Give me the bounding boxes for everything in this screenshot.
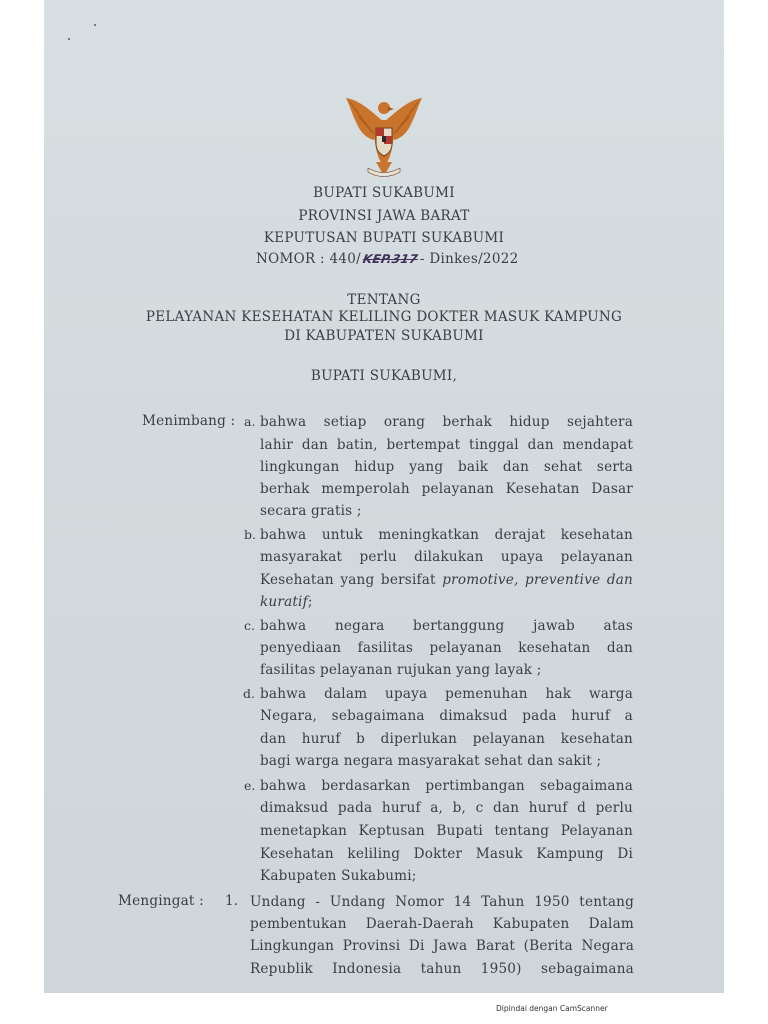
- item-marker: b.: [244, 527, 256, 542]
- considering-a-line: secara gratis ;: [260, 503, 362, 519]
- scan-speck: [68, 38, 70, 40]
- considering-b-line: [260, 571, 633, 589]
- tentang-label: TENTANG: [347, 292, 421, 308]
- menimbang-label: Menimbang :: [142, 413, 236, 429]
- considering-b-line: bahwa untuk meningkatkan derajat kesehatan: [260, 527, 633, 543]
- considering-d-line: bahwa dalam upaya pemenuhan hak warga: [260, 686, 633, 702]
- considering-b-italic: kuratif: [260, 594, 308, 610]
- decree-number-suffix: - Dinkes/2022: [419, 251, 519, 267]
- legal-basis-1-line: pembentukan Daerah-Daerah Kabupaten Dalam: [250, 916, 634, 932]
- considering-a-line: lingkungan hidup yang baik dan sehat serta: [260, 459, 633, 475]
- considering-e-line: Kabupaten Sukabumi;: [260, 868, 417, 884]
- considering-b-italic: promotive, preventive dan: [442, 572, 633, 588]
- considering-e-line: Kesehatan keliling Dokter Masuk Kampung Di: [260, 846, 633, 862]
- considering-a-line: bahwa setiap orang berhak hidup sejahtera: [260, 414, 633, 430]
- considering-d-line: bagi warga negara masyarakat sehat dan sakit ;: [260, 753, 602, 769]
- issuer-heading: BUPATI SUKABUMI,: [310, 368, 458, 384]
- scanned-document-page: [44, 0, 724, 993]
- header-province: PROVINSI JAWA BARAT: [298, 208, 470, 224]
- considering-c-line: penyediaan fasilitas pelayanan kesehatan dan: [260, 640, 633, 656]
- scan-speck: [94, 24, 96, 26]
- decree-number-handwritten: KEP.317: [361, 252, 420, 266]
- considering-b-text: Kesehatan yang bersifat: [260, 572, 436, 588]
- considering-b-line: [260, 593, 633, 611]
- considering-d-line: Negara, sebagaimana dimaksud pada huruf a: [260, 708, 633, 724]
- decree-subject-line2: DI KABUPATEN SUKABUMI: [284, 328, 484, 344]
- legal-basis-1-line: Republik Indonesia tahun 1950) sebagaimana: [250, 961, 634, 977]
- considering-d-line: dan huruf b diperlukan pelayanan kesehatan: [260, 731, 633, 747]
- mengingat-label: Mengingat :: [118, 893, 204, 909]
- decree-number-prefix: NOMOR : 440/: [256, 251, 361, 267]
- considering-a-line: lahir dan batin, bertempat tinggal dan mendapat: [260, 437, 633, 453]
- decree-subject-line1: PELAYANAN KESEHATAN KELILING DOKTER MASUK KAMPUNG: [145, 309, 623, 325]
- item-marker: d.: [243, 686, 255, 701]
- item-marker: e.: [244, 778, 256, 793]
- item-marker: c.: [244, 618, 255, 633]
- considering-e-line: dimaksud pada huruf a, b, c dan huruf d perlu: [260, 800, 633, 816]
- scanner-watermark: Dipindai dengan CamScanner: [496, 1004, 608, 1013]
- considering-b-line: masyarakat perlu dilakukan upaya pelayanan: [260, 549, 633, 565]
- considering-e-line: menetapkan Keptusan Bupati tentang Pelayanan: [260, 823, 633, 839]
- header-decree-title: KEPUTUSAN BUPATI SUKABUMI: [263, 230, 505, 246]
- considering-c-line: fasilitas pelayanan rujukan yang layak ;: [260, 662, 542, 678]
- garuda-emblem-icon: [342, 92, 426, 180]
- considering-a-line: berhak memperolah pelayanan Kesehatan Dasar: [260, 481, 633, 497]
- decree-number: [256, 251, 518, 267]
- header-regent: BUPATI SUKABUMI: [313, 185, 455, 201]
- legal-basis-1-line: Lingkungan Provinsi Di Jawa Barat (Berita Negara: [250, 938, 634, 954]
- considering-c-line: bahwa negara bertanggung jawab atas: [260, 618, 633, 634]
- item-marker: a.: [244, 414, 256, 429]
- item-marker: 1.: [225, 893, 238, 909]
- legal-basis-1-line: Undang - Undang Nomor 14 Tahun 1950 tentang: [250, 894, 634, 910]
- considering-b-text: ;: [307, 594, 313, 610]
- considering-e-line: bahwa berdasarkan pertimbangan sebagaimana: [260, 778, 633, 794]
